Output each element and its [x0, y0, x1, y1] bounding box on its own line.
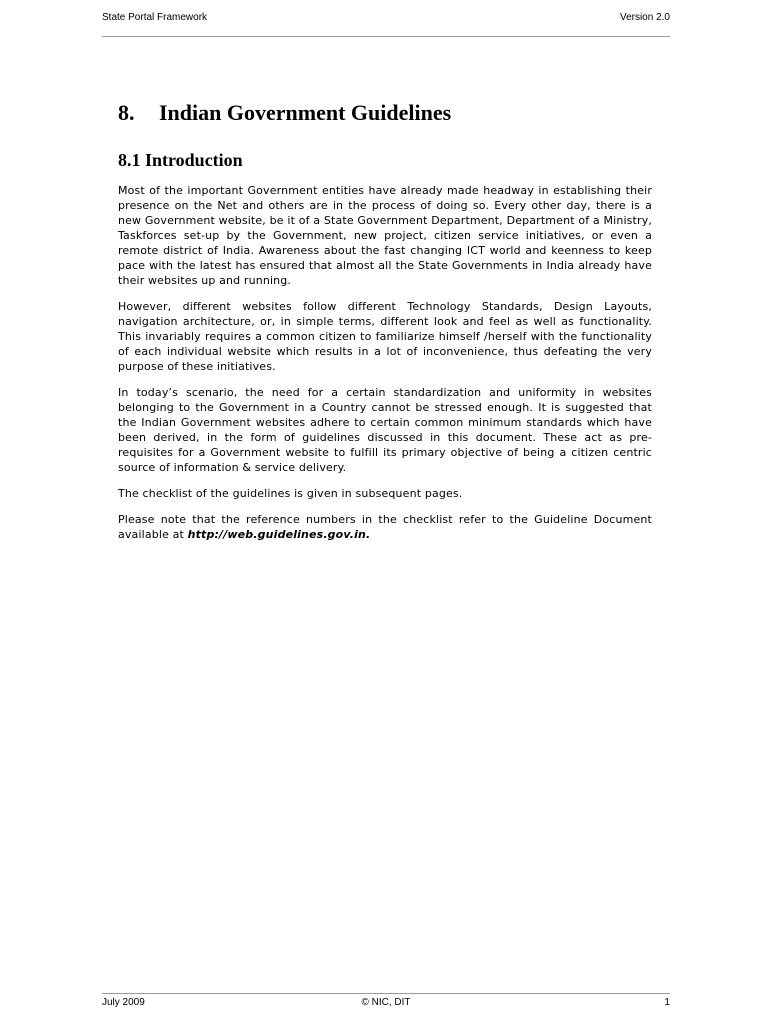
chapter-title: Indian Government Guidelines	[159, 100, 452, 125]
paragraph-1: Most of the important Government entities have already made headway in establishing their presence on the Net and others are in the process of doing so. Every other day, there is a new Government website, be it of a State Government Department, Department of a Ministry, Taskforces set-up by the Government, new project, citizen service initiatives, or even a remote district of India. Awareness about the fast changing ICT world and keenness to keep pace with the latest has ensured that almost all the State Governments in India already have their websites up and running.	[118, 184, 652, 287]
paragraph-3: In today’s scenario, the need for a certain standardization and uniformity in websites belonging to the Government in a Country cannot be stressed enough. It is suggested that the Indian Government websites adhere to certain common minimum standards which have been derived, in the form of guidelines discussed in this document. These act as pre- requisites for a Government website to fulfill its primary objective of being a citizen centric source of information & service delivery.	[118, 386, 652, 474]
chapter-heading	[118, 100, 652, 126]
header-title: State Portal Framework	[102, 12, 208, 23]
footer-date: July 2009	[102, 997, 145, 1008]
page-footer	[102, 993, 670, 1008]
paragraph-2: However, different websites follow different Technology Standards, Design Layouts, navigation architecture, or, in simple terms, different look and feel as well as functionality. This invariably requires a common citizen to familiarize himself /herself with the functionality of each individual website which results in a lot of inconvenience, thus defeating the very purpose of these initiatives.	[118, 300, 652, 373]
paragraph-4: The checklist of the guidelines is given in subsequent pages.	[118, 487, 463, 500]
page-number: 1	[664, 997, 670, 1008]
paragraph-5	[118, 512, 652, 542]
chapter-number: 8.	[118, 100, 135, 125]
paragraph-5-text: Please note that the reference numbers in the checklist refer to the Guideline Document available at	[118, 513, 652, 541]
guidelines-url: http://web.guidelines.gov.in	[187, 528, 367, 541]
document-body	[118, 100, 652, 542]
footer-copyright: © NIC, DIT	[361, 997, 411, 1008]
paragraph-5-end: .	[366, 528, 371, 541]
header-version: Version 2.0	[619, 12, 670, 23]
section-heading: 8.1 Introduction	[118, 150, 243, 170]
page-header	[102, 12, 670, 37]
